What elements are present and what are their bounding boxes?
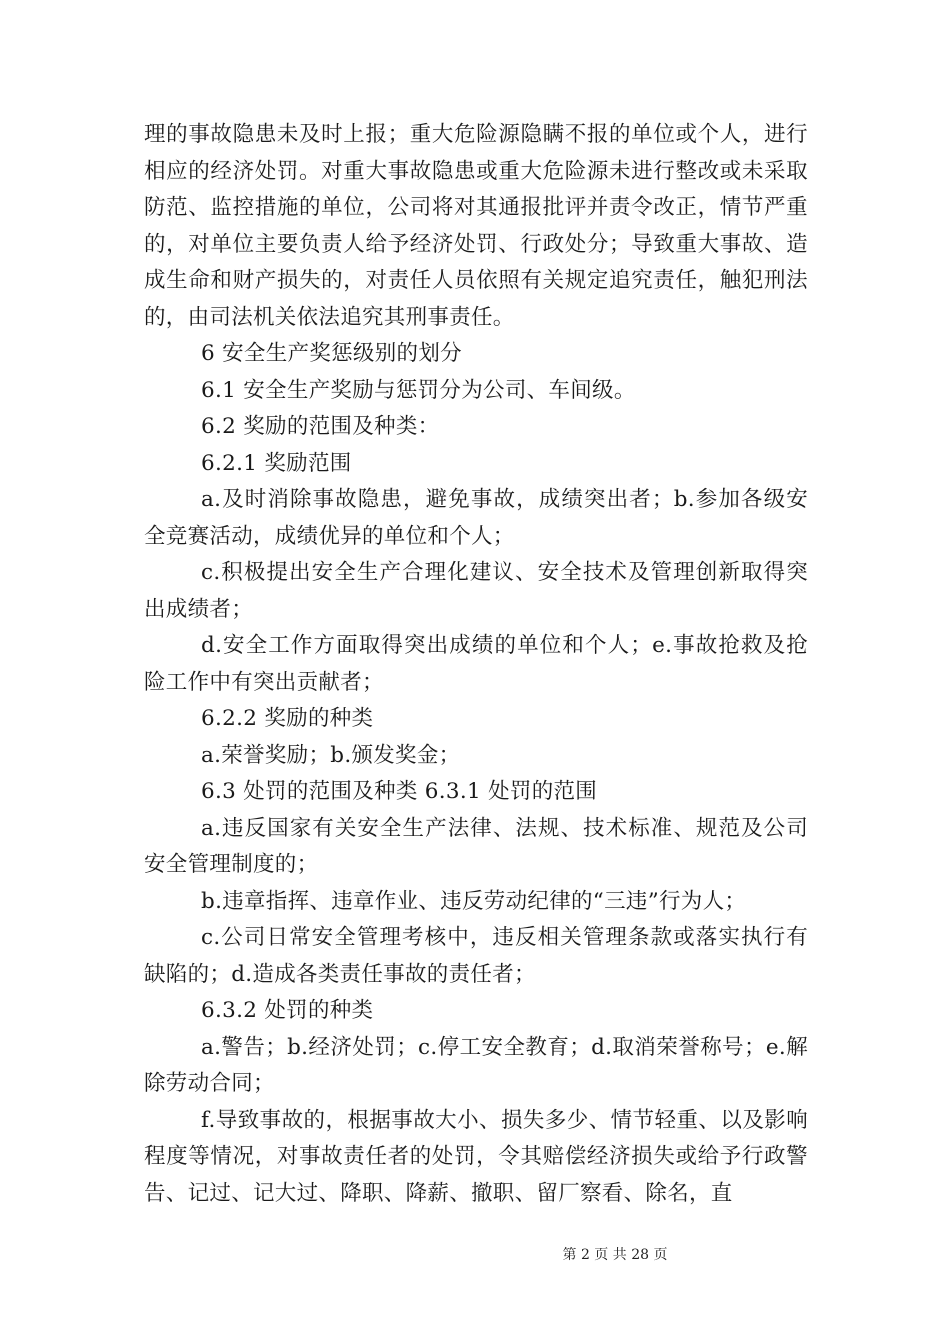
- penalty-types-f: f.导致事故的，根据事故大小、损失多少、情节轻重、以及影响程度等情况，对事故责任者的处罚，令其赔偿经济损失或给予行政警告、记过、记大过、降职、降薪、撤职、留厂察看、除名，直: [144, 1107, 808, 1206]
- clause-6-3: 6.3 处罚的范围及种类 6.3.1 处罚的范围: [201, 779, 598, 804]
- penalty-scope-c-d: c.公司日常安全管理考核中，违反相关管理条款或落实执行有缺陷的；d.造成各类责任事故的责任者；: [144, 925, 808, 987]
- clause-6-3-2: 6.3.2 处罚的种类: [201, 998, 374, 1023]
- reward-scope-c: c.积极提出安全生产合理化建议、安全技术及管理创新取得突出成绩者；: [144, 560, 808, 622]
- reward-scope-a-b: a.及时消除事故隐患，避免事故，成绩突出者；b.参加各级安全竞赛活动，成绩优异的单位和个人；: [144, 487, 808, 549]
- page-footer: [0, 1244, 950, 1264]
- paragraph-continuation: 理的事故隐患未及时上报；重大危险源隐瞒不报的单位或个人，进行相应的经济处罚。对重大事故隐患或重大危险源未进行整改或未采取防范、监控措施的单位，公司将对其通报批评并责令改正，情节严重的，对单位主要负责人给予经济处罚、行政处分；导致重大事故、造成生命和财产损失的，对责任人员依照有关规定追究责任，触犯刑法的，由司法机关依法追究其刑事责任。: [144, 122, 808, 330]
- penalty-types-a-e: a.警告；b.经济处罚；c.停工安全教育；d.取消荣誉称号；e.解除劳动合同；: [144, 1034, 808, 1096]
- page-number: 第 2 页 共 28 页: [562, 1247, 668, 1263]
- penalty-scope-a: a.违反国家有关安全生产法律、法规、技术标准、规范及公司安全管理制度的；: [144, 815, 808, 877]
- reward-scope-d-e: d.安全工作方面取得突出成绩的单位和个人；e.事故抢救及抢险工作中有突出贡献者；: [144, 633, 808, 695]
- clause-6-1: 6.1 安全生产奖励与惩罚分为公司、车间级。: [201, 377, 636, 403]
- clause-6-2-1: 6.2.1 奖励范围: [201, 450, 352, 476]
- section-heading-6: 6 安全生产奖惩级别的划分: [201, 341, 462, 366]
- document-body: [144, 117, 808, 1212]
- clause-6-2-2: 6.2.2 奖励的种类: [201, 706, 374, 731]
- penalty-scope-b: b.违章指挥、违章作业、违反劳动纪律的“三违”行为人；: [201, 888, 747, 914]
- reward-types: a.荣誉奖励；b.颁发奖金；: [201, 742, 461, 768]
- clause-6-2: 6.2 奖励的范围及种类：: [201, 414, 440, 439]
